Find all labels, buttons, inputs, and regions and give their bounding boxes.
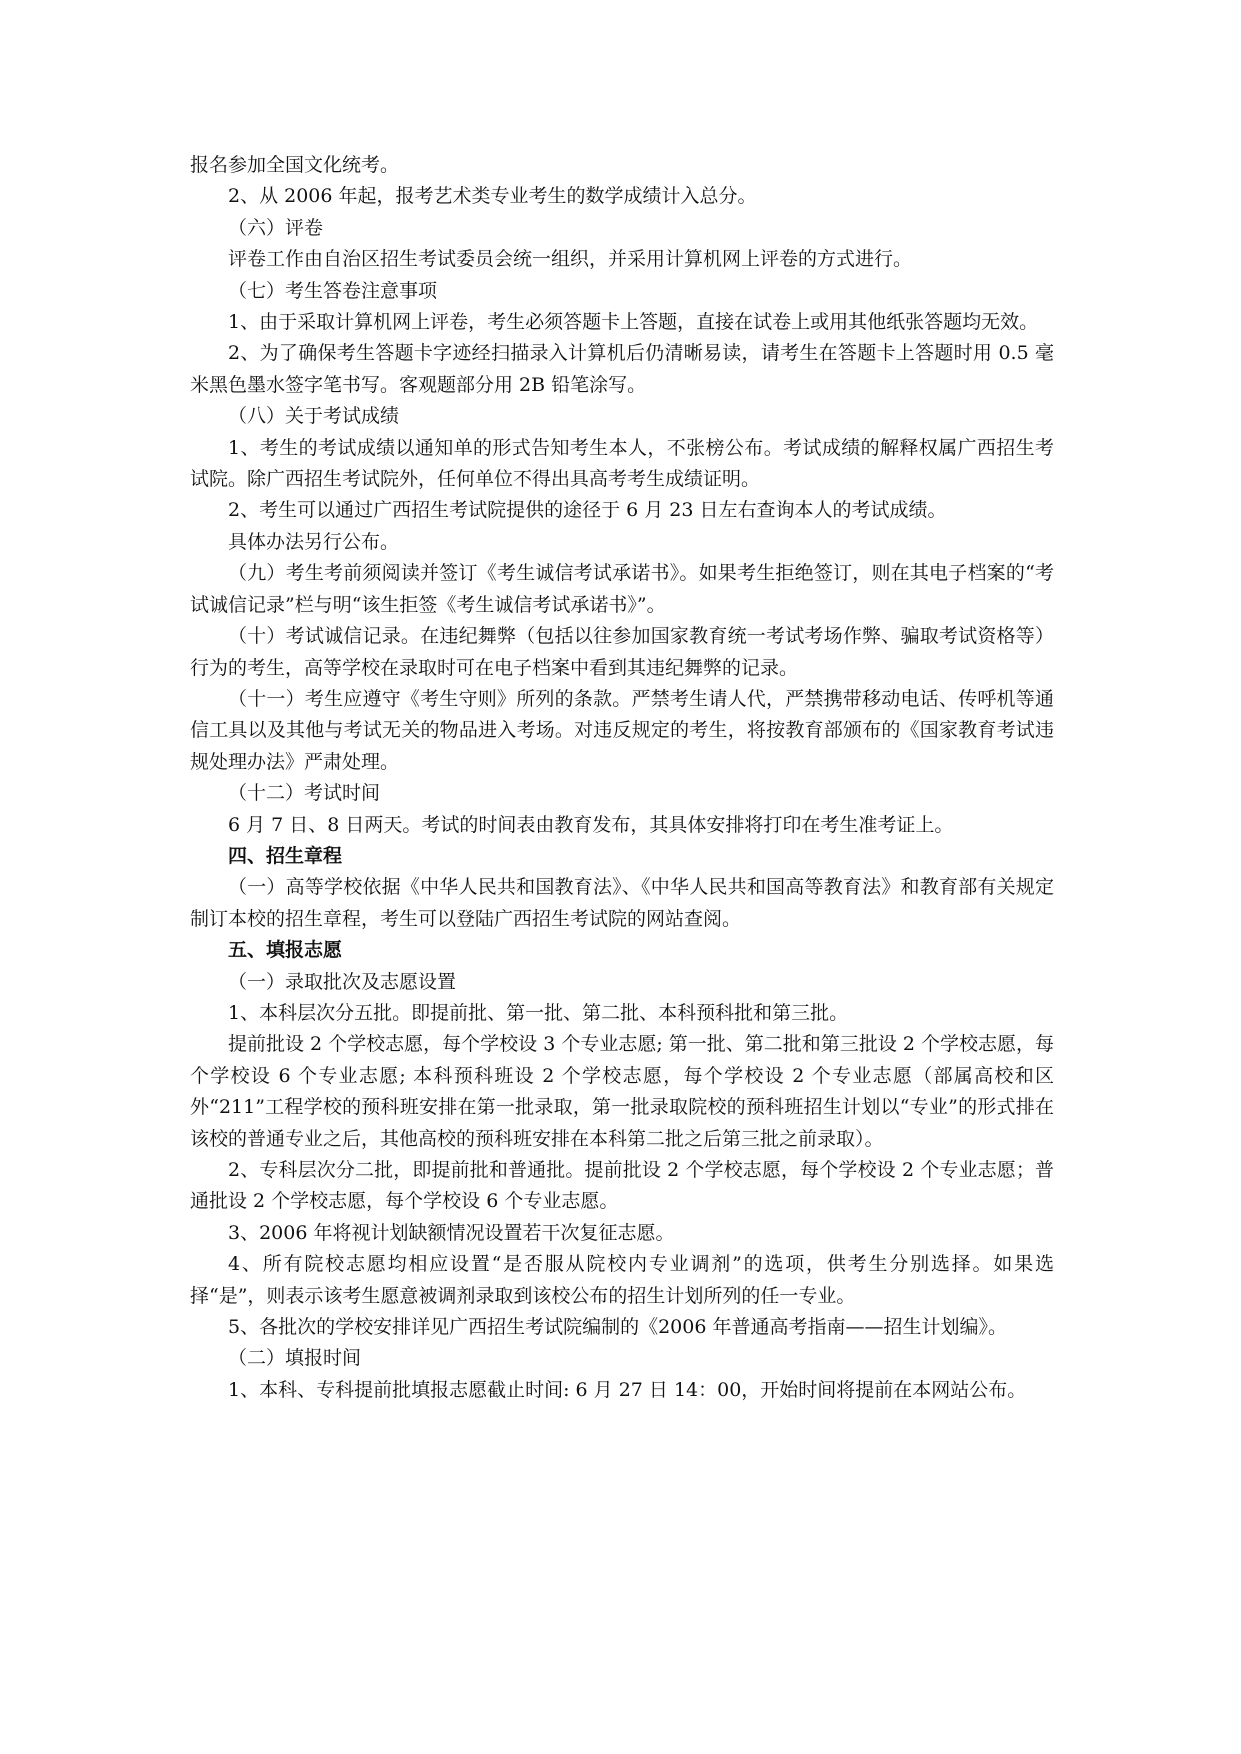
paragraph: 具体办法另行公布。 — [228, 530, 400, 553]
section-heading: （八）关于考试成绩 — [228, 405, 400, 428]
paragraph: 1、本科层次分五批。即提前批、第一批、第二批、本科预科批和第三批。 — [228, 1001, 849, 1024]
paragraph: （一）高等学校依据《中华人民共和国教育法》、《中华人民共和国高等教育法》和教育部有关规定制订本校的招生章程，考生可以登陆广西招生考试院的网站查阅。 — [190, 876, 1054, 930]
paragraph: 4、所有院校志愿均相应设置“是否服从院校内专业调剂”的选项，供考生分别选择。如果选择“是”，则表示该考生愿意被调剂录取到该校公布的招生计划所列的任一专业。 — [190, 1253, 1054, 1307]
paragraph: （十一）考生应遵守《考生守则》所列的条款。严禁考生请人代，严禁携带移动电话、传呼机等通信工具以及其他与考试无关的物品进入考场。对违反规定的考生，将按教育部颁布的《国家教育考试违规处理办法》严肃处理。 — [190, 687, 1054, 773]
paragraph: 6 月 7 日、8 日两天。考试的时间表由教育发布，其具体安排将打印在考生准考证上。 — [228, 813, 954, 836]
paragraph: 2、考生可以通过广西招生考试院提供的途径于 6 月 23 日左右查询本人的考试成绩。 — [228, 499, 947, 522]
section-heading: （二）填报时间 — [228, 1347, 362, 1370]
section-heading: （六）评卷 — [228, 216, 324, 239]
paragraph: 报名参加全国文化统考。 — [190, 154, 400, 176]
paragraph: 5、各批次的学校安排详见广西招生考试院编制的《2006 年普通高考指南——招生计划编》。 — [228, 1316, 1007, 1339]
paragraph: 1、本科、专科提前批填报志愿截止时间: 6 月 27 日 14：00，开始时间将提前在本网站公布。 — [228, 1378, 1027, 1401]
paragraph: 2、从 2006 年起，报考艺术类专业考生的数学成绩计入总分。 — [228, 185, 757, 208]
paragraph: 提前批设 2 个学校志愿，每个学校设 3 个专业志愿; 第一批、第二批和第三批设 2 个学校志愿，每个学校设 6 个专业志愿; 本科预科班设 2 个学校志愿，每个学校设 2 个专业志愿（部属高校和区外“211”工程学校的预科班安排在第一批录取，第一批录取院校的预科班招生计划以“专业”的形式排在该校的普通专业之后，其他高校的预科班安排在本科第二批之后第三批之前录取）。 — [190, 1033, 1054, 1150]
section-heading: （十二）考试时间 — [228, 782, 381, 805]
chapter-heading: 五、填报志愿 — [228, 939, 343, 962]
paragraph: （十）考试诚信记录。在违纪舞弊（包括以往参加国家教育统一考试考场作弊、骗取考试资格等）行为的考生，高等学校在录取时可在电子档案中看到其违纪舞弊的记录。 — [190, 625, 1054, 679]
paragraph: （九）考生考前须阅读并签订《考生诚信考试承诺书》。如果考生拒绝签订，则在其电子档案的“考试诚信记录”栏与明“该生拒签《考生诚信考试承诺书》”。 — [190, 562, 1054, 616]
section-heading: （一）录取批次及志愿设置 — [228, 970, 457, 993]
paragraph: 2、为了确保考生答题卡字迹经扫描录入计算机后仍清晰易读，请考生在答题卡上答题时用 0.5 毫米黑色墨水签字笔书写。客观题部分用 2B 铅笔涂写。 — [190, 342, 1054, 396]
paragraph: 1、考生的考试成绩以通知单的形式告知考生本人，不张榜公布。考试成绩的解释权属广西招生考试院。除广西招生考试院外，任何单位不得出具高考考生成绩证明。 — [190, 436, 1054, 491]
chapter-heading: 四、招生章程 — [228, 844, 343, 867]
paragraph: 3、2006 年将视计划缺额情况设置若干次复征志愿。 — [228, 1221, 675, 1244]
section-heading: （七）考生答卷注意事项 — [228, 279, 438, 302]
paragraph: 2、专科层次分二批，即提前批和普通批。提前批设 2 个学校志愿，每个学校设 2 个专业志愿；普通批设 2 个学校志愿，每个学校设 6 个专业志愿。 — [190, 1159, 1054, 1213]
document-body — [190, 150, 1054, 1406]
paragraph: 评卷工作由自治区招生考试委员会统一组织，并采用计算机网上评卷的方式进行。 — [228, 248, 913, 271]
paragraph: 1、由于采取计算机网上评卷，考生必须答题卡上答题，直接在试卷上或用其他纸张答题均无效。 — [228, 311, 1039, 334]
